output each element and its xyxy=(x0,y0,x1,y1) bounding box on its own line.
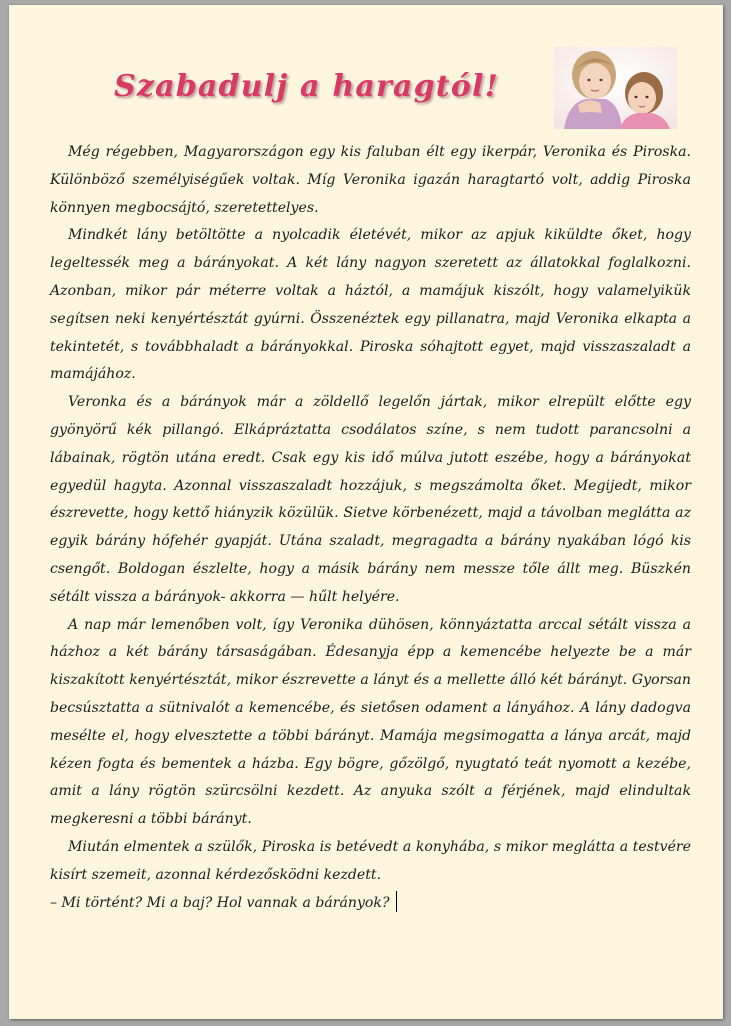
two-girls-illustration xyxy=(554,47,677,129)
two-girls-photo xyxy=(554,47,677,129)
story-paragraph: Még régebben, Magyarországon egy kis faluban élt egy ikerpár, Veronika és Piroska. Különböző személyiségűek voltak. Míg Veronika igazán haragtartó volt, addig Piroska könnyen megbocsájtó, szeretettelyes. xyxy=(50,144,691,216)
story-paragraph: Miután elmentek a szülők, Piroska is betévedt a konyhába, s mikor meglátta a testvére kisírt szemeit, azonnal kérdezősködni kezdett. xyxy=(50,838,691,883)
document-page xyxy=(9,5,723,1019)
story-paragraph: Mindkét lány betöltötte a nyolcadik életévét, mikor az apjuk kiküldte őket, hogy legeltessék meg a bárányokat. A két lány nagyon szeretett az állatokkal foglalkozni. Azonban, mikor pár méterre voltak a háztól, a mamájuk kiszólt, hogy valamelyikük segítsen neki kenyértésztát gyúrni. Összenéztek egy pillanatra, majd Veronika elkapta a tekintetét, s továbbhaladt a bárányokkal. Piroska sóhajtott egyet, majd visszaszaladt a mamájához. xyxy=(50,227,691,383)
story-paragraph: A nap már lemenőben volt, így Veronika dühösen, könnyáztatta arccal sétált vissza a házhoz a két bárány társaságában. Édesanyja épp a kemencébe helyezte be a már kiszakított kenyértésztát, mikor észrevette a lányt és a mellette álló két bárányt. Gyorsan becsúsztatta a sütnivalót a kemencébe, és sietősen odament a lányához. A lány dadogva mesélte el, hogy elvesztette a többi bárányt. Mamája megsimogatta a lánya arcát, majd kézen fogta és bementek a házba. Egy bögre, gőzölgő, nyugtató teát nyomott a kezébe, amit a lány rögtön szürcsölni kezdett. Az anyuka szólt a férjének, majd elindultak megkeresni a többi bárányt. xyxy=(50,616,691,828)
text-cursor xyxy=(396,891,398,912)
story-text xyxy=(50,139,691,917)
story-paragraph: Veronka és a bárányok már a zöldellő legelőn jártak, mikor elrepült előtte egy gyönyörű kék pillangó. Elkápráztatta csodálatos színe, s nem tudott parancsolni a lábainak, rögtön utána eredt. Csak egy kis idő múlva jutott eszébe, hogy a bárányokat egyedül hagyta. Azonnal visszaszaladt hozzájuk, s megszámolta őket. Megijedt, mikor észrevette, hogy kettő hiányzik közülük. Sietve körbenézett, majd a távolban meglátta az egyik bárány hófehér gyapját. Utána szaladt, megragadta a bárány nyakában lógó kis csengőt. Boldogan észlelte, hogy a másik bárány nem messze tőle állt meg. Büszkén sétált vissza a bárányok- akkorra — hűlt helyére. xyxy=(50,394,691,605)
dialog-line[interactable] xyxy=(50,890,691,918)
dialog-text: – Mi történt? Mi a baj? Hol vannak a bárányok? xyxy=(50,894,390,911)
document-title: Szabadulj a haragtól! xyxy=(114,69,500,104)
